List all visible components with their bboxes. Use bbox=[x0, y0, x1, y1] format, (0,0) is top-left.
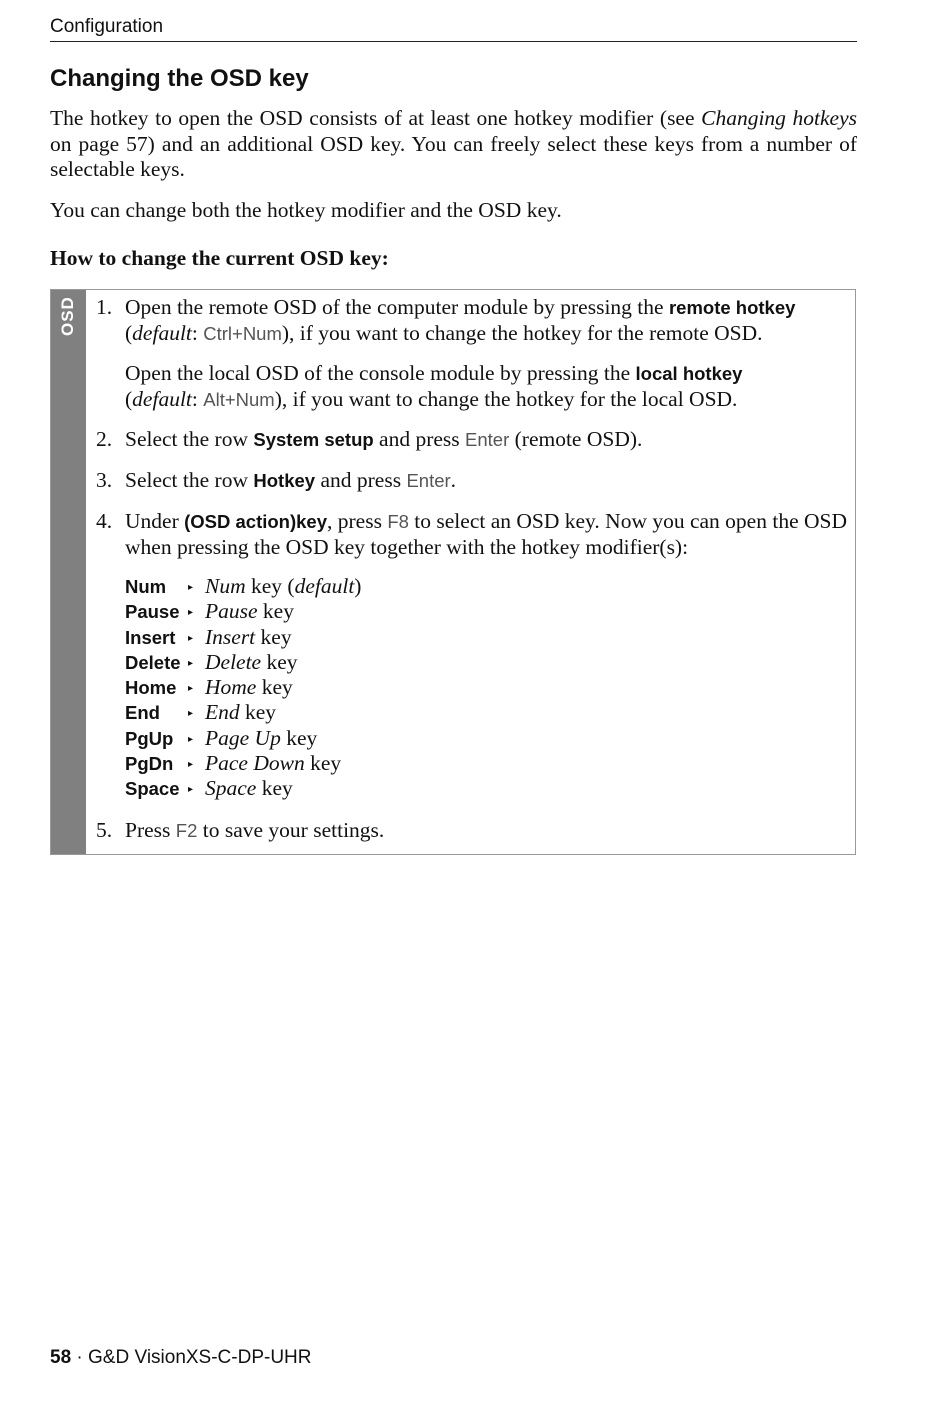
step-text: Under (OSD action)key, press F8 to select an OSD key. Now you can open the OSD when pressing the OSD key together with the hotkey modifier(s): bbox=[125, 509, 847, 559]
key-description: Insert key bbox=[205, 624, 292, 649]
key-name: PgUp bbox=[125, 727, 174, 749]
key-label: Enter bbox=[465, 429, 510, 450]
arrow-right-icon: ▸ bbox=[188, 683, 194, 695]
key-description: Delete key bbox=[205, 649, 298, 674]
key-label: F8 bbox=[387, 511, 409, 532]
product-name: G&D VisionXS-C-DP-UHR bbox=[88, 1347, 312, 1368]
local-hotkey-label: local hotkey bbox=[635, 363, 743, 384]
step-number: 2. bbox=[96, 427, 113, 451]
arrow-right-icon: ▸ bbox=[188, 582, 194, 593]
arrow-right-icon: ▸ bbox=[188, 759, 194, 771]
menu-row-label: System setup bbox=[253, 429, 374, 450]
key-name: Insert bbox=[125, 626, 176, 648]
key-name: PgDn bbox=[125, 753, 174, 775]
key-name: Delete bbox=[125, 651, 181, 673]
key-combo: Alt+Num bbox=[203, 388, 275, 410]
menu-row-label: Hotkey bbox=[253, 470, 316, 491]
key-name: Num bbox=[125, 576, 167, 597]
key-description: Home key bbox=[205, 675, 293, 700]
step-number: 5. bbox=[96, 818, 113, 842]
arrow-right-icon: ▸ bbox=[188, 632, 194, 644]
arrow-right-icon: ▸ bbox=[188, 733, 194, 745]
remote-hotkey-label: remote hotkey bbox=[668, 297, 796, 318]
step-text: Select the row System setup and press Enter (remote OSD). bbox=[125, 427, 643, 451]
key-description: Num key (default) bbox=[205, 574, 362, 598]
key-name: Space bbox=[125, 778, 180, 800]
step-text: Select the row Hotkey and press Enter. bbox=[125, 468, 457, 492]
key-description: Space key bbox=[205, 776, 293, 801]
procedure-heading: How to change the current OSD key: bbox=[50, 246, 389, 270]
step-text: Open the remote OSD of the computer module by pressing the remote hotkey (default: Ctrl+Num), if you want to change the hotkey for the remote OSD. bbox=[125, 295, 796, 345]
cross-reference-link[interactable]: Changing hotkeys bbox=[701, 106, 857, 130]
key-label: F2 bbox=[175, 820, 198, 841]
intro-paragraph-2: You can change both the hotkey modifier and the OSD key. bbox=[50, 198, 562, 222]
step-text: Open the local OSD of the console module by pressing the local hotkey (default: Alt+Num), if you want to change the hotkey for the local OSD. bbox=[125, 361, 743, 411]
page-number: 58 bbox=[50, 1347, 72, 1368]
intro-text-2: on page 57) and an additional OSD key. You can freely select these keys from a number of selectable keys. bbox=[50, 131, 857, 181]
running-header: Configuration bbox=[50, 14, 857, 42]
step-number: 3. bbox=[96, 468, 113, 492]
section-title: Changing the OSD key bbox=[50, 65, 309, 92]
intro-paragraph bbox=[50, 106, 857, 183]
step-number: 1. bbox=[96, 295, 113, 319]
step-number: 4. bbox=[96, 509, 113, 533]
key-description: End key bbox=[205, 700, 277, 725]
key-description: Pause key bbox=[205, 599, 294, 624]
arrow-right-icon: ▸ bbox=[188, 708, 194, 720]
field-label: (OSD action)key bbox=[184, 511, 328, 532]
key-description: Pace Down key bbox=[205, 751, 342, 776]
key-name: End bbox=[125, 702, 160, 724]
arrow-right-icon: ▸ bbox=[188, 657, 194, 669]
key-description: Page Up key bbox=[205, 725, 318, 750]
page-footer: 58 · G&D VisionXS-C-DP-UHR bbox=[50, 1347, 312, 1368]
intro-text-1: The hotkey to open the OSD consists of at least one hotkey modifier (see bbox=[50, 106, 702, 130]
arrow-right-icon: ▸ bbox=[188, 607, 194, 619]
arrow-right-icon: ▸ bbox=[188, 784, 194, 796]
osd-sidebar bbox=[51, 290, 86, 854]
osd-procedure-box bbox=[50, 289, 856, 855]
key-combo: Ctrl+Num bbox=[203, 322, 282, 344]
key-name: Pause bbox=[125, 601, 180, 623]
step-text: Press F2 to save your settings. bbox=[125, 818, 385, 842]
osd-label: OSD bbox=[58, 296, 77, 336]
key-label: Enter bbox=[406, 470, 451, 491]
key-name: Home bbox=[125, 677, 177, 699]
